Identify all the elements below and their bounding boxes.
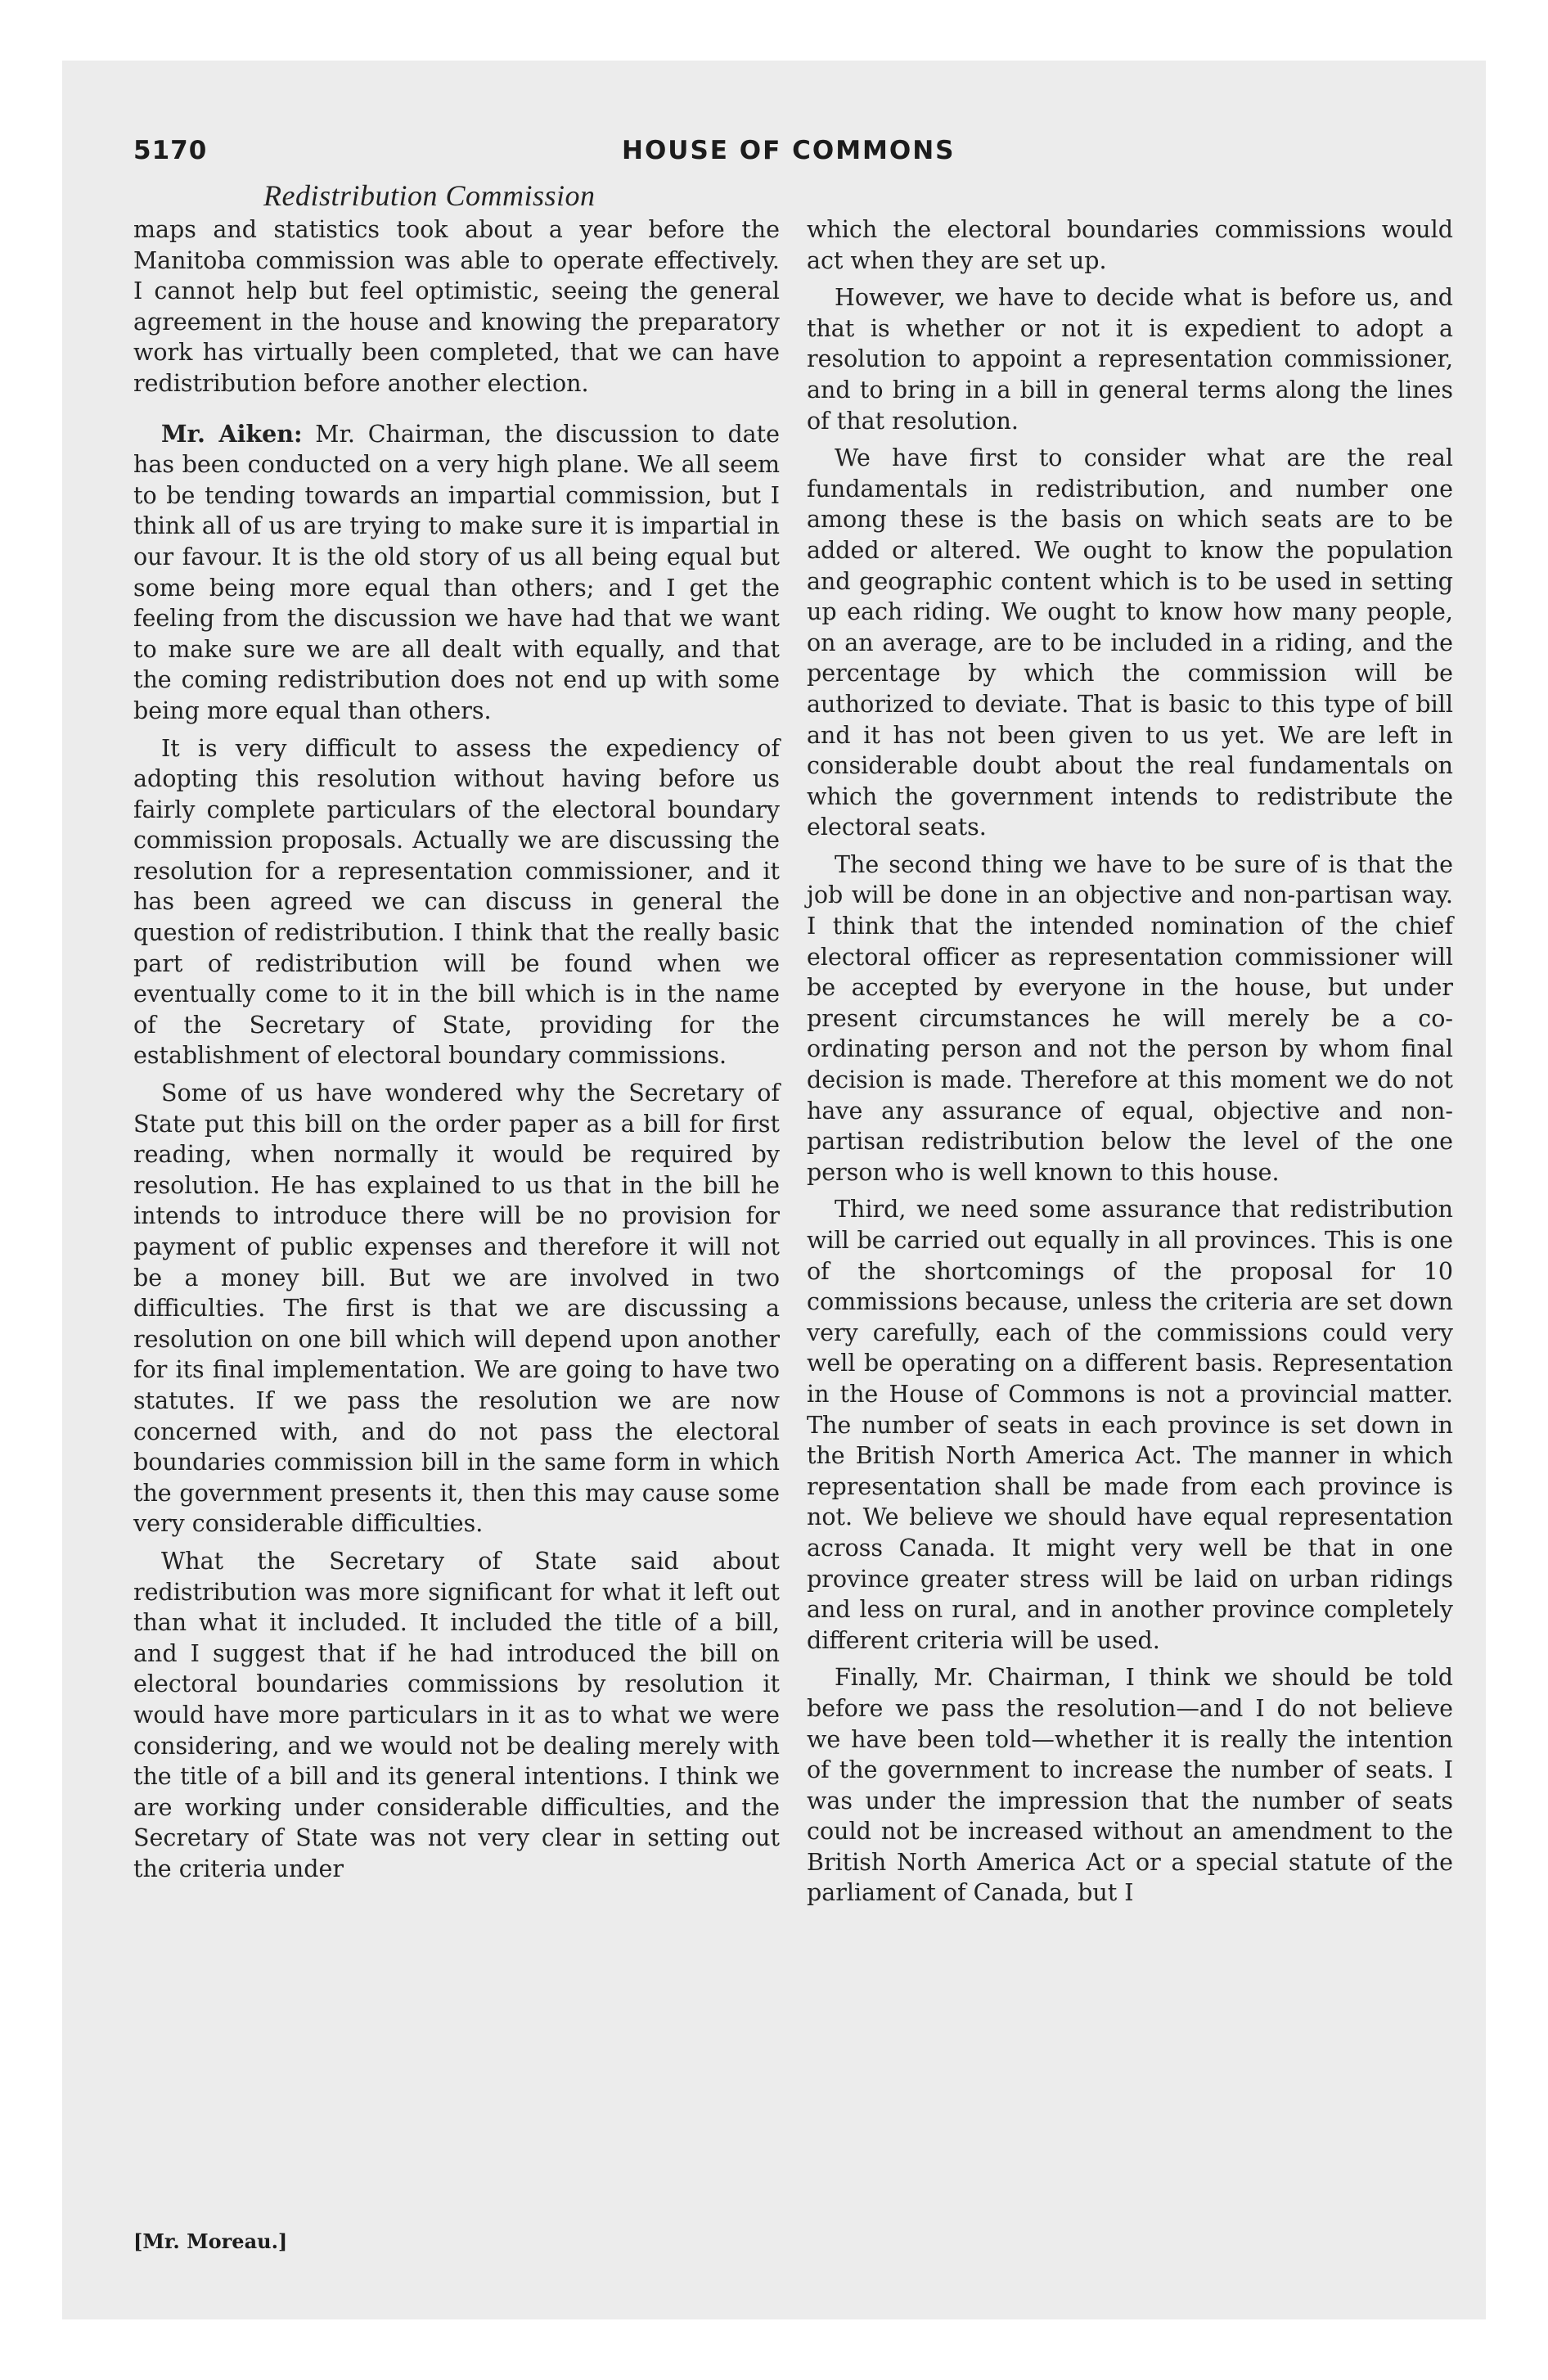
paragraph: What the Secretary of State said about redistribution was more significant for what it left out than what it included. It included the title of a bill, and I suggest that if he had introduced the bill on electoral boundaries commissions by resolution it would have more particulars in it as to what we were considering, and we would not be dealing merely with the title of a bill and its general intentions. I think we are working under considerable difficulties, and the Secretary of State was not very clear in setting out the criteria under xyxy=(133,1547,780,1882)
right-column xyxy=(807,214,1453,1915)
section-subhead: Redistribution Commission xyxy=(263,179,596,212)
left-column xyxy=(133,214,780,1891)
paragraph: maps and statistics took about a year before the Manitoba commission was able to operate effectively. I cannot help but feel optimistic, seeing the general agreement in the house and knowing the preparatory work has virtually been completed, that we can have redistribution before another election. xyxy=(133,216,780,397)
paragraph: which the electoral boundaries commissions would act when they are set up. xyxy=(807,216,1453,274)
paragraph: We have first to consider what are the real fundamentals in redistribution, and number one among these is the basis on which seats are to be added or altered. We ought to know the population and geographic content which is to be used in setting up each riding. We ought to know how many people, on an average, are to be included in a riding, and the percentage by which the commission will be authorized to deviate. That is basic to this type of bill and it has not been given to us yet. We are left in considerable doubt about the real fundamentals on which the government intends to redistribute the electoral seats. xyxy=(807,444,1453,841)
paragraph-text: Mr. Chairman, the discussion to date has been conducted on a very high plane. We all seem to be tending towards an impartial commission, but I think all of us are trying to make sure it is impartial in our favour. It is the old story of us all being equal but some being more equal than others; and I get the feeling from the discussion we have had that we want to make sure we are all dealt with equally, and that the coming redistribution does not end up with some being more equal than others. xyxy=(133,420,780,724)
paragraph: Some of us have wondered why the Secretary of State put this bill on the order paper as a bill for first reading, when normally it would be required by resolution. He has explained to us that in the bill he intends to introduce there will be no provision for payment of public expenses and therefore it will not be a money bill. But we are involved in two difficulties. The first is that we are discussing a resolution on one bill which will depend upon another for its final implementation. We are going to have two statutes. If we pass the resolution we are now concerned with, and do not pass the electoral boundaries commission bill in the same form in which the government presents it, then this may cause some very considerable difficulties. xyxy=(133,1080,780,1538)
paragraph: Third, we need some assurance that redistribution will be carried out equally in all provinces. This is one of the shortcomings of the proposal for 10 commissions because, unless the criteria are set down very carefully, each of the commissions could very well be operating on a different basis. Representation in the House of Commons is not a provincial matter. The number of seats in each province is set down in the British North America Act. The manner in which representation shall be made from each province is not. We believe we should have equal representation across Canada. It might very well be that in one province greater stress will be laid on urban ridings and less on rural, and in another province completely different criteria will be used. xyxy=(807,1196,1453,1654)
running-head: HOUSE OF COMMONS xyxy=(622,136,956,165)
speaker-footnote: [Mr. Moreau.] xyxy=(133,2229,288,2253)
page-number: 5170 xyxy=(133,136,208,165)
paragraph: Finally, Mr. Chairman, I think we should be told before we pass the resolution—and I do not believe we have been told—whether it is really the intention of the government to increase the number of seats. I was under the impression that the number of seats could not be increased without an amendment to the British North America Act or a special statute of the parliament of Canada, but I xyxy=(807,1664,1453,1907)
paragraph: However, we have to decide what is before us, and that is whether or not it is expedient to adopt a resolution to appoint a representation commissioner, and to bring in a bill in general terms along the lines of that resolution. xyxy=(807,284,1453,435)
paragraph xyxy=(133,419,780,727)
paragraph: It is very difficult to assess the expediency of adopting this resolution without having before us fairly complete particulars of the electoral boundary commission proposals. Actually we are discussing the resolution for a representation commissioner, and it has been agreed we can discuss in general the question of redistribution. I think that the really basic part of redistribution will be found when we eventually come to it in the bill which is in the name of the Secretary of State, providing for the establishment of electoral boundary commissions. xyxy=(133,734,780,1070)
paragraph: The second thing we have to be sure of is that the job will be done in an objective and non-partisan way. I think that the intended nomination of the chief electoral officer as representation commissioner will be accepted by everyone in the house, but under present circumstances he will merely be a co-ordinating person and not the person by whom final decision is made. Therefore at this moment we do not have any assurance of equal, objective and non-partisan redistribution below the level of the one person who is well known to this house. xyxy=(807,850,1453,1186)
speaker-name: Mr. Aiken: xyxy=(161,419,303,448)
